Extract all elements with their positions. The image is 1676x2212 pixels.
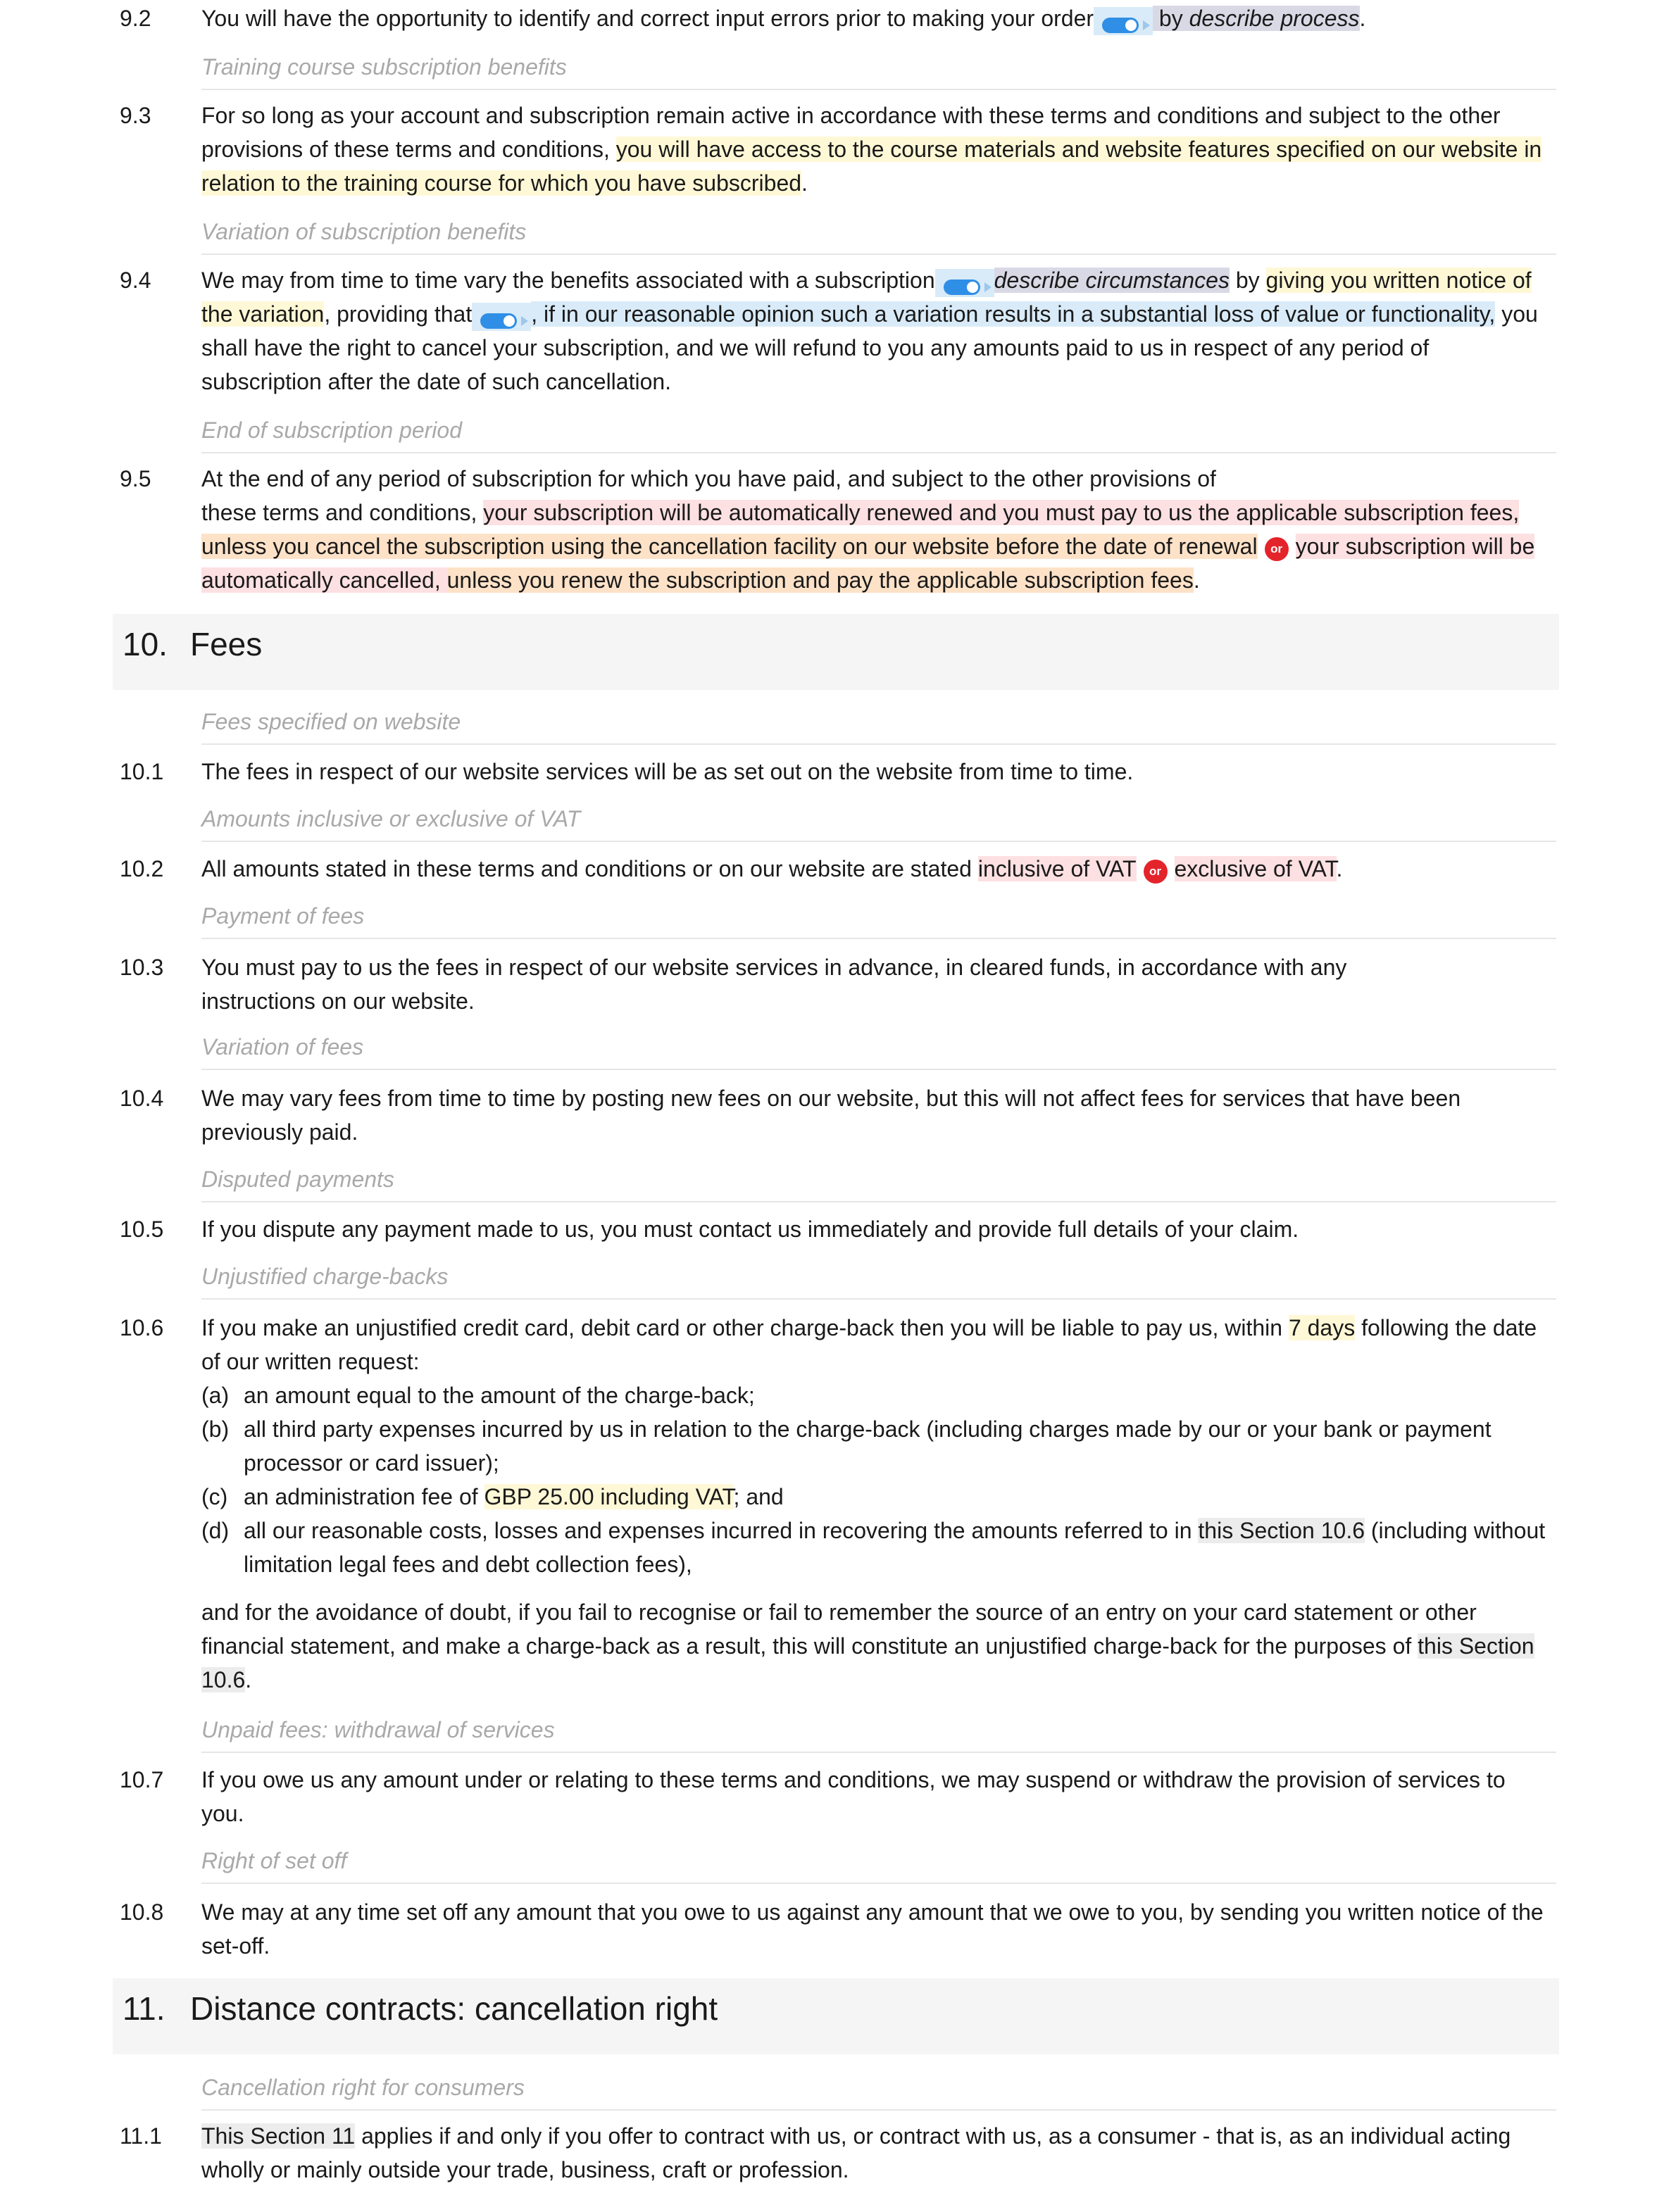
optional-text-highlight[interactable]: unless you cancel the subscription using the cancellation facility on our website before the date of renewal: [201, 534, 1258, 559]
clause-text-part: We may from time to time vary the benefits associated with a subscription: [201, 268, 935, 293]
clause-number: 10.2: [120, 856, 164, 881]
sub-item-a: [201, 1378, 1553, 1412]
clause-number: 10.4: [120, 1086, 164, 1111]
subheading-end-subscription: End of subscription period: [201, 410, 1556, 453]
section-number: 11.: [123, 1990, 165, 2027]
clause-text-part: ,: [1513, 500, 1520, 525]
clause-text: [201, 852, 1553, 886]
sub-item-text: all third party expenses incurred by us in relation to the charge-back (including charges made by our or your bank or payment processor or card issuer);: [244, 1416, 1491, 1476]
sub-item-text: ; and: [733, 1484, 784, 1509]
clause-number: 10.7: [120, 1767, 164, 1792]
clause-text-part: All amounts stated in these terms and conditions or on our website are stated: [201, 856, 978, 881]
placeholder-describe-circumstances[interactable]: describe circumstances: [994, 268, 1230, 293]
clause-text-part: and for the avoidance of doubt, if you fail to recognise or fail to remember the source of an entry on your card statement or other financial statement, and make a charge-back as a result, this will constitute an unjustified charge-back for the purposes of: [201, 1600, 1477, 1659]
toggle-switch-icon[interactable]: [944, 279, 980, 295]
clause-text: You must pay to us the fees in respect of our website services in advance, in cleared funds, in accordance with any instructions on our website.: [201, 955, 1347, 1014]
section-heading-11: [113, 1978, 1559, 2054]
option-toggle-wrap[interactable]: [935, 269, 994, 297]
clause-text-part: by: [1229, 268, 1266, 293]
optional-text-highlight[interactable]: you will have access to the course materials and website features specified on our website in relation to the training course for which you have subscribed: [201, 137, 1542, 196]
clause-text-part: you shall have the right to cancel your subscription, and we will refund to you any amounts paid to us in respect of any period of subscription after the date of such cancellation.: [201, 301, 1538, 394]
clause-text-part: following the date of our written request:: [201, 1315, 1537, 1374]
placeholder-describe-process[interactable]: describe process: [1189, 6, 1360, 31]
sub-item-text: an administration fee of: [244, 1484, 484, 1509]
toggle-switch-icon[interactable]: [1102, 18, 1139, 33]
clause-number: 10.5: [120, 1217, 164, 1242]
option-toggle-wrap[interactable]: [472, 303, 531, 331]
subheading-fees-website: Fees specified on website: [201, 701, 1556, 745]
cross-reference-link[interactable]: this Section 10.6: [1198, 1518, 1365, 1543]
alternative-option-2[interactable]: your subscription will be automatically cancelled: [201, 534, 1535, 593]
sub-item-text: (including without limitation legal fees and debt collection fees),: [244, 1518, 1546, 1577]
option-toggle-wrap[interactable]: [1094, 7, 1153, 35]
clause-text-part: these terms and conditions,: [201, 500, 484, 525]
clause-text: If you dispute any payment made to us, you must contact us immediately and provide full details of your claim.: [201, 1217, 1299, 1242]
sub-item-label: (d): [201, 1518, 230, 1543]
sub-item-label: (a): [201, 1383, 230, 1408]
subheading-setoff: Right of set off: [201, 1840, 1556, 1884]
clause-text-part: If you make an unjustified credit card, debit card or other charge-back then you will be liable to pay us, within: [201, 1315, 1289, 1340]
clause-number: 9.4: [120, 268, 151, 293]
clause-number: 10.6: [120, 1315, 164, 1340]
or-badge[interactable]: or: [1144, 860, 1168, 884]
clause-text: We may vary fees from time to time by posting new fees on our website, but this will not affect fees for services that have been previously paid.: [201, 1086, 1461, 1145]
subheading-unpaid: Unpaid fees: withdrawal of services: [201, 1709, 1556, 1753]
subheading-variation-fees: Variation of fees: [201, 1026, 1556, 1070]
subheading-vat: Amounts inclusive or exclusive of VAT: [201, 798, 1556, 842]
section-number: 10.: [123, 626, 168, 662]
clause-number: 10.1: [120, 759, 164, 784]
subheading-chargebacks: Unjustified charge-backs: [201, 1256, 1556, 1300]
clause-number: 9.2: [120, 6, 151, 31]
section-heading-10: [113, 614, 1559, 690]
clause-text-part: For so long as your account and subscription remain active in accordance with these terms and conditions and subject to the other provisions of these terms and conditions,: [201, 103, 1501, 162]
clause-text: [201, 1311, 1553, 1697]
clause-text-part: You will have the opportunity to identify and correct input errors prior to making your order: [201, 6, 1094, 31]
clause-number: 9.3: [120, 103, 151, 128]
sub-item-text: an amount equal to the amount of the charge-back;: [244, 1383, 755, 1408]
clause-text: [201, 462, 1553, 597]
clause-text: If you owe us any amount under or relating to these terms and conditions, we may suspend or withdraw the provision of services to you.: [201, 1767, 1506, 1826]
clause-text: The fees in respect of our website services will be as set out on the website from time to time.: [201, 759, 1134, 784]
clause-text-part: by: [1153, 6, 1189, 31]
alternative-option-1[interactable]: your subscription will be automatically renewed and you must pay to us the applicable subscription fees: [483, 500, 1513, 525]
clause-text-part: .: [245, 1667, 252, 1692]
clause-number: 10.8: [120, 1899, 164, 1925]
clause-text-part: .: [1336, 856, 1343, 881]
cross-reference-link[interactable]: This Section 11: [201, 2123, 356, 2149]
sub-item-text: all our reasonable costs, losses and expenses incurred in recovering the amounts referred to in: [244, 1518, 1199, 1543]
clause-text: We may at any time set off any amount that you owe to us against any amount that we owe to you, by sending you written notice of the set-off.: [201, 1899, 1544, 1959]
clause-text: [201, 263, 1553, 398]
clause-number: 11.1: [120, 2123, 162, 2149]
clause-text: [201, 99, 1553, 200]
optional-text-highlight[interactable]: unless you renew the subscription and pay the applicable subscription fees: [446, 567, 1194, 593]
clause-text-part: At the end of any period of subscription for which you have paid, and subject to the other provisions of: [201, 466, 1216, 491]
alternative-option-2[interactable]: exclusive of VAT: [1174, 856, 1337, 881]
sub-item-c: [201, 1480, 1553, 1514]
clause-text: [201, 1, 1553, 35]
subheading-cancellation-consumers: Cancellation right for consumers: [201, 2067, 1556, 2111]
sub-item-list: [201, 1378, 1553, 1581]
clause-text-part: .: [1359, 6, 1366, 31]
clause-text-part: applies if and only if you offer to contract with us, or contract with us, as a consumer - that is, as an individual acting wholly or mainly outside your trade, business, craft or profession.: [201, 2123, 1511, 2182]
clause-text-part: , providing that: [324, 301, 473, 327]
subheading-payment: Payment of fees: [201, 896, 1556, 939]
subheading-variation-subscription: Variation of subscription benefits: [201, 211, 1556, 255]
alternative-option-1[interactable]: inclusive of VAT: [977, 856, 1137, 881]
clause-text: [201, 2119, 1553, 2187]
cross-reference-link[interactable]: this Section 10.6: [201, 1633, 1534, 1692]
toggle-switch-icon[interactable]: [480, 313, 517, 329]
section-title: Fees: [190, 626, 263, 662]
editable-value-fee[interactable]: GBP 25.00 including VAT: [484, 1484, 734, 1509]
clause-text-part: ,: [434, 567, 447, 593]
clause-text-part: .: [1193, 567, 1200, 593]
sub-item-label: (c): [201, 1484, 228, 1509]
or-badge[interactable]: or: [1265, 537, 1289, 561]
sub-item-label: (b): [201, 1416, 230, 1442]
editable-value-days[interactable]: 7 days: [1288, 1315, 1356, 1340]
section-title: Distance contracts: cancellation right: [190, 1990, 718, 2027]
clause-number: 10.3: [120, 955, 164, 980]
optional-text-highlight[interactable]: , if in our reasonable opinion such a variation results in a substantial loss of value or functionality,: [531, 301, 1496, 327]
sub-item-b: [201, 1412, 1553, 1480]
optional-text-highlight[interactable]: giving you written notice of the variation: [201, 268, 1532, 327]
clause-number: 9.5: [120, 466, 151, 491]
subheading-disputed: Disputed payments: [201, 1159, 1556, 1202]
sub-item-d: [201, 1514, 1553, 1581]
subheading-training: Training course subscription benefits: [201, 46, 1556, 90]
clause-text-part: .: [801, 170, 808, 196]
